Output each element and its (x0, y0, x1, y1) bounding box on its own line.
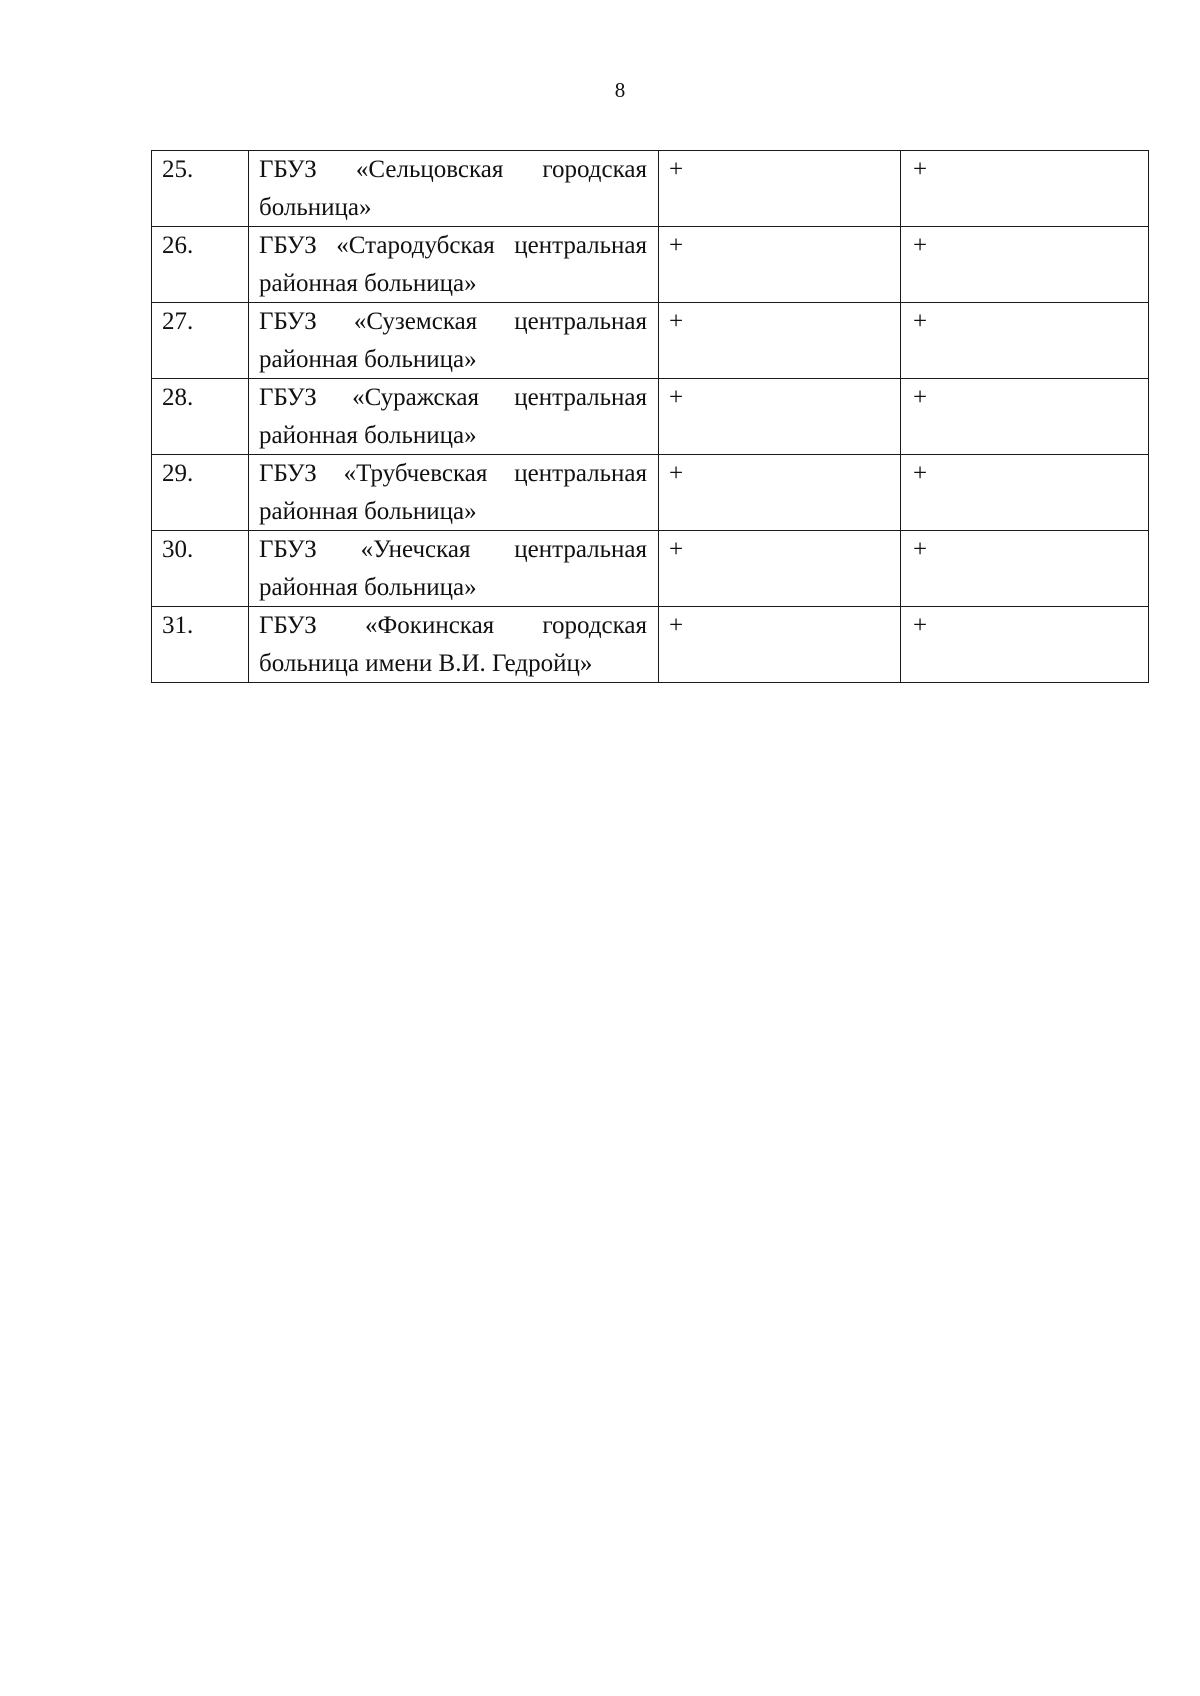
table-row (152, 607, 1149, 683)
row-number: 26. (152, 227, 249, 303)
row-mark-b: + (901, 531, 1149, 607)
row-mark-a: + (659, 607, 901, 683)
row-name: ГБУЗ «Суземская центральная районная больница» (249, 303, 659, 379)
row-mark-a: + (659, 455, 901, 531)
hospital-table (151, 150, 1149, 683)
row-mark-b: + (901, 303, 1149, 379)
table-row (152, 151, 1149, 227)
row-mark-a: + (659, 303, 901, 379)
table-row (152, 227, 1149, 303)
page-number: 8 (614, 78, 626, 102)
row-mark-b: + (901, 151, 1149, 227)
table-row (152, 303, 1149, 379)
table-row (152, 455, 1149, 531)
row-name: ГБУЗ «Трубчевская центральная районная больница» (249, 455, 659, 531)
row-name: ГБУЗ «Унечская центральная районная больница» (249, 531, 659, 607)
row-name: ГБУЗ «Стародубская центральная районная больница» (249, 227, 659, 303)
row-number: 31. (152, 607, 249, 683)
row-mark-b: + (901, 455, 1149, 531)
row-mark-a: + (659, 227, 901, 303)
row-number: 30. (152, 531, 249, 607)
table-row (152, 531, 1149, 607)
row-mark-b: + (901, 607, 1149, 683)
row-name: ГБУЗ «Сельцовская городская больница» (249, 151, 659, 227)
row-name: ГБУЗ «Суражская центральная районная больница» (249, 379, 659, 455)
row-number: 25. (152, 151, 249, 227)
table-row (152, 379, 1149, 455)
row-mark-b: + (901, 379, 1149, 455)
row-number: 29. (152, 455, 249, 531)
row-mark-a: + (659, 379, 901, 455)
row-number: 28. (152, 379, 249, 455)
row-mark-b: + (901, 227, 1149, 303)
row-mark-a: + (659, 151, 901, 227)
row-name: ГБУЗ «Фокинская городская больница имени В.И. Гедройц» (249, 607, 659, 683)
row-mark-a: + (659, 531, 901, 607)
row-number: 27. (152, 303, 249, 379)
